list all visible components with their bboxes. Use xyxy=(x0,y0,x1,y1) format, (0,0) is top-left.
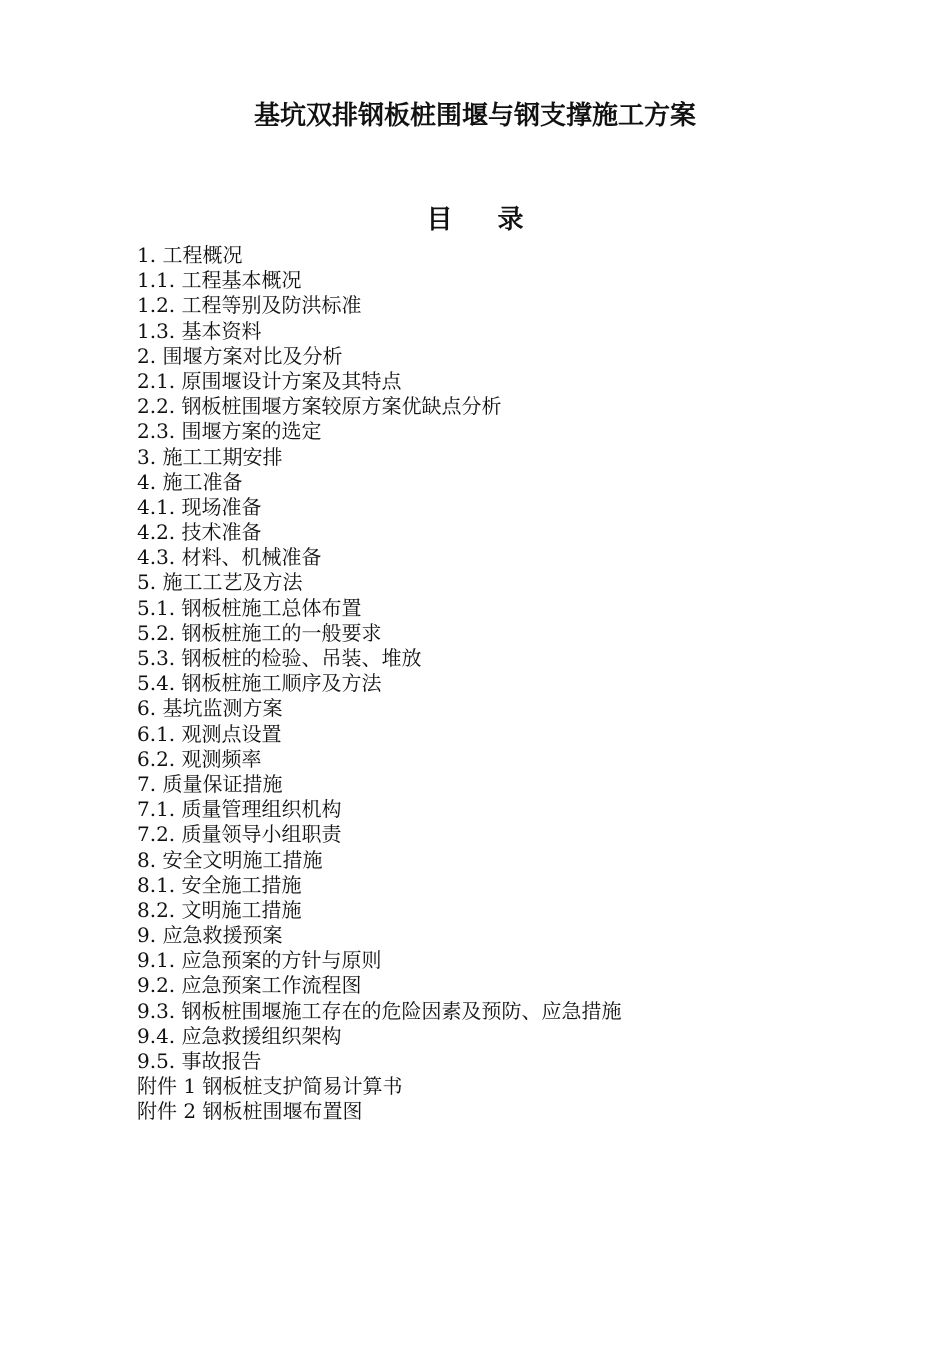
toc-entry: 9. 应急救援预案 xyxy=(137,923,283,948)
toc-entry: 9.3. 钢板桩围堰施工存在的危险因素及预防、应急措施 xyxy=(137,998,622,1023)
toc-entry: 8.2. 文明施工措施 xyxy=(137,897,302,922)
toc-entry: 2. 围堰方案对比及分析 xyxy=(137,343,343,368)
toc-heading: 目 录 xyxy=(426,205,542,235)
toc-entry: 5. 施工工艺及方法 xyxy=(137,570,303,595)
document-title: 基坑双排钢板桩围堰与钢支撑施工方案 xyxy=(253,101,696,131)
toc-entry: 6.1. 观测点设置 xyxy=(137,721,282,746)
toc-entry: 2.1. 原围堰设计方案及其特点 xyxy=(137,368,402,393)
toc-entry: 7. 质量保证措施 xyxy=(137,771,283,796)
toc-entry: 3. 施工工期安排 xyxy=(137,444,283,469)
toc-entry: 6.2. 观测频率 xyxy=(137,746,262,771)
toc-entry: 5.1. 钢板桩施工总体布置 xyxy=(137,595,362,620)
toc-entry: 9.4. 应急救援组织架构 xyxy=(137,1023,342,1048)
toc-entry: 9.5. 事故报告 xyxy=(137,1049,262,1073)
toc-entry: 4.2. 技术准备 xyxy=(137,520,262,545)
toc-entry: 1.2. 工程等别及防洪标准 xyxy=(137,293,362,318)
toc-entry: 7.1. 质量管理组织机构 xyxy=(137,797,342,822)
toc-entry: 6. 基坑监测方案 xyxy=(137,696,283,721)
toc-entry: 2.2. 钢板桩围堰方案较原方案优缺点分析 xyxy=(137,394,502,419)
toc-entry: 9.1. 应急预案的方针与原则 xyxy=(137,948,382,973)
toc-entry: 8.1. 安全施工措施 xyxy=(137,872,302,897)
table-of-contents xyxy=(137,243,837,1125)
toc-entry: 4. 施工准备 xyxy=(137,469,243,494)
toc-entry: 4.1. 现场准备 xyxy=(137,494,262,519)
toc-entry: 5.3. 钢板桩的检验、吊装、堆放 xyxy=(137,646,422,670)
toc-entry: 1. 工程概况 xyxy=(137,243,243,267)
toc-entry: 5.4. 钢板桩施工顺序及方法 xyxy=(137,671,382,696)
toc-entry: 附件 2 钢板桩围堰布置图 xyxy=(137,1099,363,1124)
toc-entry: 4.3. 材料、机械准备 xyxy=(137,545,322,570)
toc-entry: 附件 1 钢板桩支护简易计算书 xyxy=(137,1074,403,1099)
toc-entry: 1.1. 工程基本概况 xyxy=(137,268,302,293)
toc-entry: 8. 安全文明施工措施 xyxy=(137,847,323,872)
toc-entry: 7.2. 质量领导小组职责 xyxy=(137,822,342,847)
toc-entry: 9.2. 应急预案工作流程图 xyxy=(137,973,362,998)
toc-entry: 1.3. 基本资料 xyxy=(137,318,262,343)
toc-entry: 5.2. 钢板桩施工的一般要求 xyxy=(137,620,382,645)
toc-entry: 2.3. 围堰方案的选定 xyxy=(137,419,322,444)
